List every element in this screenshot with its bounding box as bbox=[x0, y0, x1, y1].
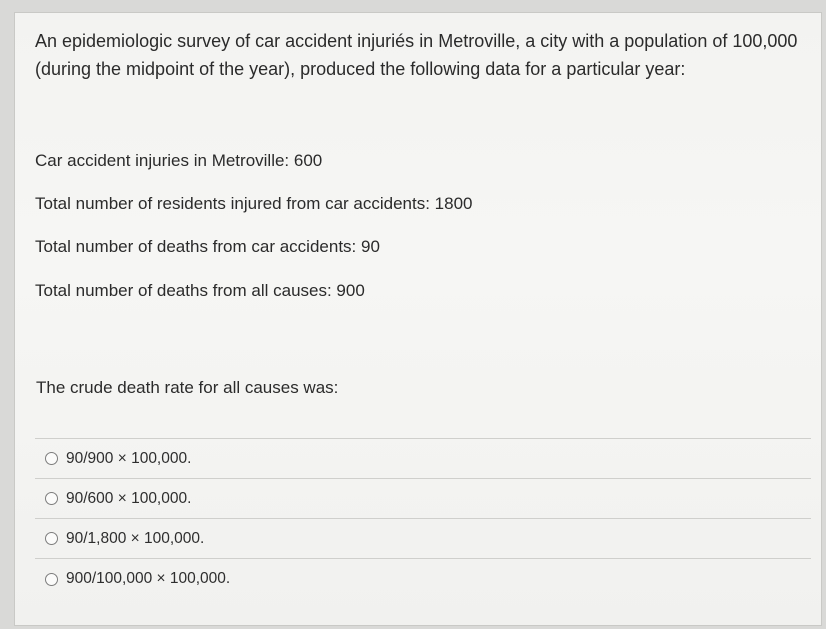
answer-option-label[interactable]: 90/900 × 100,000. bbox=[66, 449, 192, 467]
question-text: An epidemiologic survey of car accident injuriés in Metroville, a city with a population of 100,000 (during the midpoint of the year), produced the following data for a particular year: bbox=[35, 31, 798, 79]
answer-option-label[interactable]: 90/1,800 × 100,000. bbox=[66, 529, 205, 547]
question-prompt: The crude death rate for all causes was: bbox=[36, 378, 339, 397]
data-line-car-accident-deaths: Total number of deaths from car accidents: 90 bbox=[35, 237, 380, 256]
answer-option-4[interactable] bbox=[35, 559, 811, 599]
answer-option-2[interactable] bbox=[35, 479, 811, 519]
radio-button-icon[interactable] bbox=[45, 452, 58, 465]
data-line-residents-injured: Total number of residents injured from car accidents: 1800 bbox=[35, 194, 473, 213]
radio-button-icon[interactable] bbox=[45, 532, 58, 545]
answer-options bbox=[35, 438, 811, 599]
radio-button-icon[interactable] bbox=[45, 573, 58, 586]
answer-option-3[interactable] bbox=[35, 519, 811, 559]
radio-button-icon[interactable] bbox=[45, 492, 58, 505]
question-card bbox=[14, 12, 822, 626]
data-line-car-accident-injuries: Car accident injuries in Metroville: 600 bbox=[35, 151, 323, 170]
answer-option-label[interactable]: 900/100,000 × 100,000. bbox=[66, 570, 231, 587]
answer-option-1[interactable] bbox=[35, 439, 811, 479]
answer-option-label[interactable]: 90/600 × 100,000. bbox=[66, 489, 192, 507]
data-line-all-cause-deaths: Total number of deaths from all causes: 900 bbox=[35, 281, 365, 300]
